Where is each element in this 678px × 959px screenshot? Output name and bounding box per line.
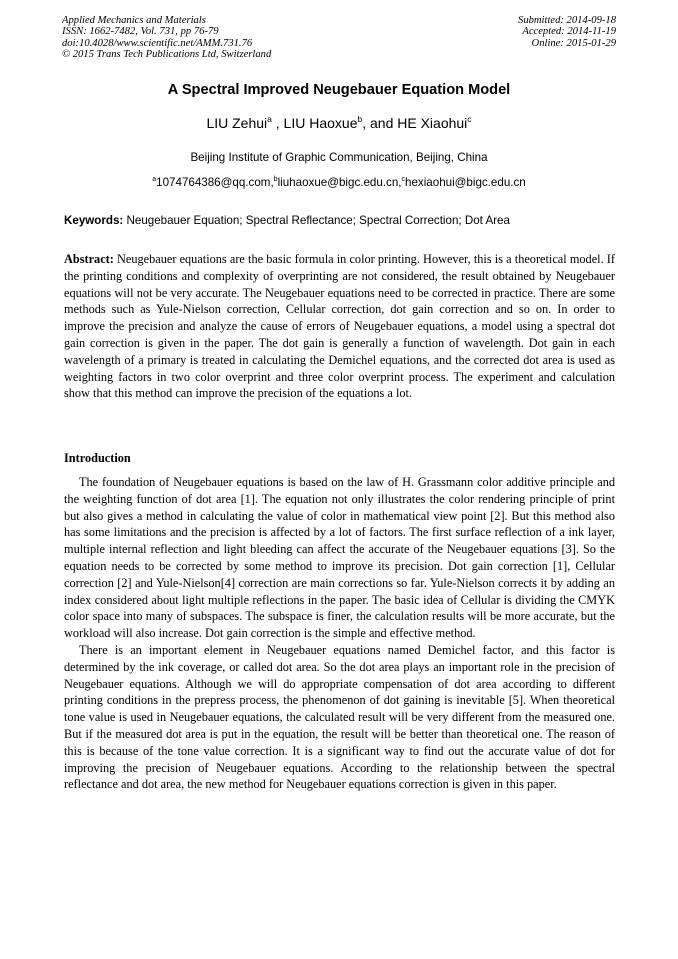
author-superscript: c (467, 114, 472, 124)
email-address[interactable]: 1074764386@qq.com (156, 176, 271, 189)
section-heading-introduction: Introduction (64, 451, 131, 465)
email-address[interactable]: hexiaohui@bigc.edu.cn (405, 176, 526, 189)
accepted-date: Accepted: 2014-11-19 (522, 26, 616, 38)
abstract-text: Neugebauer equations are the basic formula in color printing. However, this is a theoretical model. If the printing conditions and complexity of overprinting are not considered, the result obtained by Neugebauer equations will not be very accurate. The Neugebauer equations need to be corrected in practice. There are some methods such as Yule-Nielson correction, Cellular correction, dot gain correction and so on. In order to improve the precision and analyze the cause of errors of Neugebauer equations, a model using a spectral dot gain correction is given in the paper. The dot gain is generally a function of wavelength. Dot gain in each wavelength of a primary is treated in calculating the Demichel equations, and the corrected dot area is used as weighting factors in two color overprint and three color overprint process. The experiment and calculation show that this method can improve the precision of the equations a lot. (64, 252, 615, 401)
email-address[interactable]: liuhaoxue@bigc.edu.cn (277, 176, 399, 189)
author-name: LIU Haoxue (283, 115, 358, 131)
online-date: Online: 2015-01-29 (531, 37, 616, 49)
author-name: HE Xiaohui (397, 115, 468, 131)
introduction-paragraph: The foundation of Neugebauer equations is based on the law of H. Grassmann color additive principle and the weighting function of dot area [1]. The equation not only illustrates the color rendering principle of print but also gives a method in calculating the value of color in mathematical view point [2]. But this method also has some limitations and the precision is affected by a lot of factors. The first surface reflection of a ink layer, multiple internal reflection and light bleeding can affect the accurate of the Neugebauer equations [3]. So the equation needs to be corrected by some method to improve its precision. Dot gain correction [1], Cellular correction [2] and Yule-Nielson[4] correction are main corrections so far. Yule-Nielson corrects it by adding an index considered about light multiple reflections in the paper. The basic idea of Cellular is dividing the CMYK color space into many of subspaces. The subspace is finer, the calculation results will be more accurate, but the workload will also increase. Dot gain correction is the simple and effective method. (64, 475, 615, 641)
email-superscript: c (401, 176, 406, 183)
author-separator: , (271, 115, 284, 131)
email-separator: , (398, 176, 402, 189)
keywords-label: Keywords: (64, 214, 124, 227)
email-superscript: b (273, 176, 278, 183)
journal-header-right (518, 15, 616, 49)
author-name: LIU Zehui (206, 115, 268, 131)
keywords-text: Neugebauer Equation; Spectral Reflectance; Spectral Correction; Dot Area (123, 214, 510, 227)
journal-issn: ISSN: 1662-7482, Vol. 731, pp 76-79 (62, 26, 219, 38)
journal-header-left (62, 15, 271, 61)
journal-copyright: © 2015 Trans Tech Publications Ltd, Switzerland (62, 49, 272, 61)
abstract-label: Abstract: (64, 252, 114, 266)
email-separator: , (270, 176, 274, 189)
email-list (0, 176, 678, 189)
introduction-body (64, 474, 615, 793)
keywords (64, 214, 510, 227)
journal-doi: doi:10.4028/www.scientific.net/AMM.731.76 (62, 37, 253, 49)
submitted-date: Submitted: 2014-09-18 (518, 15, 616, 26)
paper-title: A Spectral Improved Neugebauer Equation Model (167, 82, 511, 98)
affiliation: Beijing Institute of Graphic Communication, Beijing, China (190, 151, 488, 164)
journal-name: Applied Mechanics and Materials (62, 15, 206, 26)
author-list (0, 115, 678, 131)
author-separator: , and (362, 115, 398, 131)
author-superscript: b (357, 114, 363, 124)
introduction-paragraph: There is an important element in Neugebauer equations named Demichel factor, and this factor is determined by the ink coverage, or called dot area. So the dot area plays an important role in the precision of Neugebauer equations. Although we will do appropriate compensation of dot area according to different printing conditions in the prepress process, the phenomenon of dot gaining is inevitable [5]. When theoretical tone value is used in Neugebauer equations, the calculated result will be very different from the measured one. But if the measured dot area is put in the equation, the result will be better than theoretical one. The reason of this is because of the tone value correction. It is a significant way to find out the accurate value of dot for improving the precision of Neugebauer equations. According to the relationship between the spectral reflectance and dot area, the new method for Neugebauer equations correction is given in this paper. (64, 642, 615, 792)
abstract (64, 251, 615, 402)
email-superscript: a (152, 176, 157, 183)
author-superscript: a (267, 114, 272, 124)
